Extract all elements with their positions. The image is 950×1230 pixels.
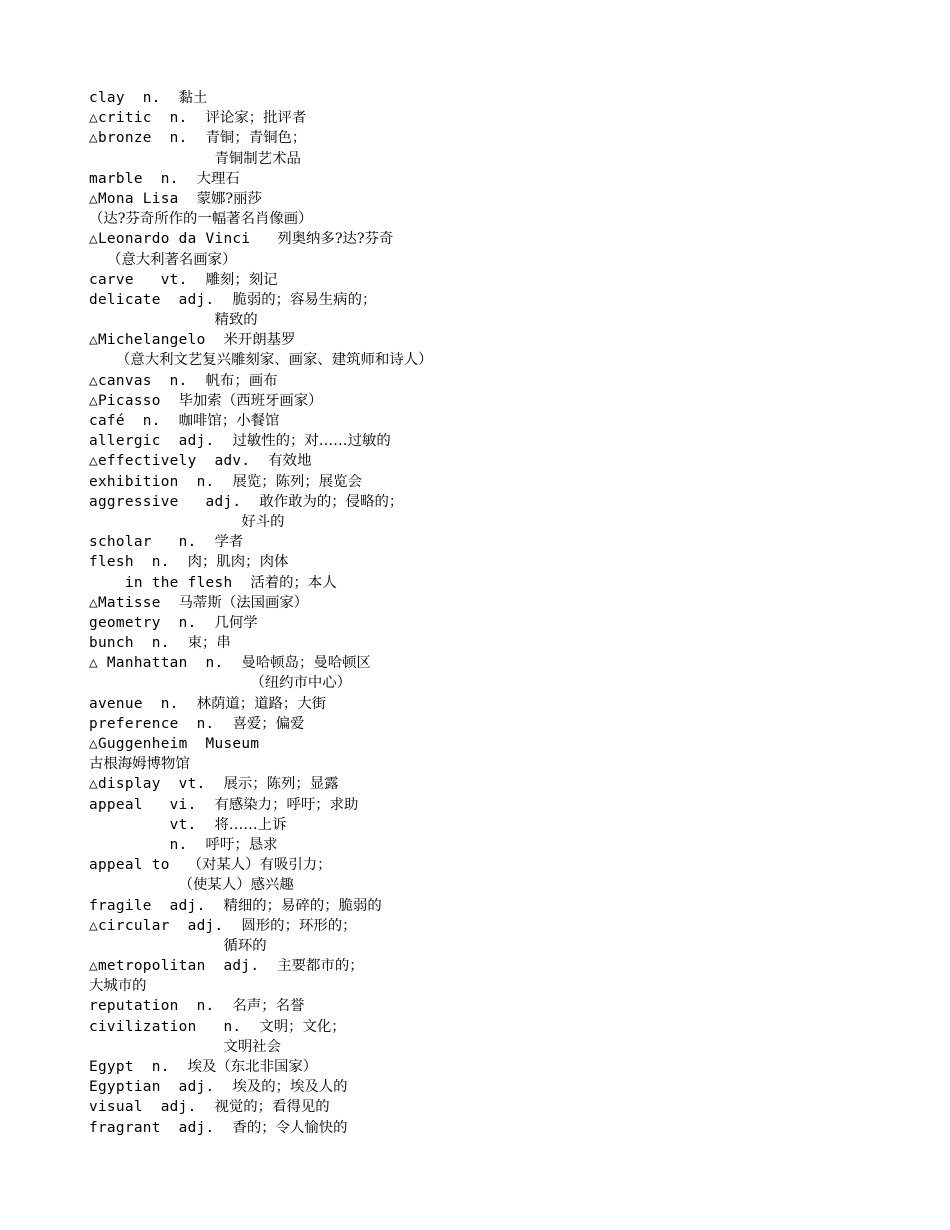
vocab-definition: 雕刻；刻记 <box>205 271 278 288</box>
vocab-definition: 展示；陈列；显露 <box>223 776 339 793</box>
vocab-entry <box>89 229 929 249</box>
vocab-entry <box>89 169 929 189</box>
vocab-entry <box>89 633 929 653</box>
vocab-entry <box>89 290 929 310</box>
vocab-term: △critic n. <box>89 110 206 127</box>
vocab-entry <box>89 875 929 895</box>
vocabulary-list <box>89 88 929 1138</box>
vocab-entry <box>89 1057 929 1077</box>
vocab-definition: 呼吁；恳求 <box>205 836 278 853</box>
vocab-entry <box>89 149 929 169</box>
vocab-term: △ Manhattan n. <box>89 655 242 672</box>
vocab-entry <box>89 613 929 633</box>
vocab-definition: 圆形的；环形的； <box>241 917 357 934</box>
vocab-entry <box>89 350 929 370</box>
vocab-entry <box>89 391 929 411</box>
vocab-definition: 马蒂斯（法国画家） <box>178 594 309 611</box>
vocab-term <box>89 1039 223 1055</box>
vocab-term: clay n. <box>89 90 179 106</box>
vocab-term: appeal to <box>89 857 188 874</box>
vocab-definition: 精致的 <box>214 312 258 329</box>
vocab-term <box>89 352 116 368</box>
vocab-definition: 列奥纳多?达?芬奇 <box>277 231 394 248</box>
vocab-entry <box>89 916 929 936</box>
vocab-definition: 古根海姆博物馆 <box>89 756 190 773</box>
vocab-term: △display vt. <box>89 776 224 793</box>
vocab-definition: 有效地 <box>268 453 312 470</box>
vocab-term: visual adj. <box>89 1099 215 1116</box>
vocab-entry <box>89 653 929 673</box>
vocab-entry <box>89 734 929 754</box>
vocab-term: preference n. <box>89 715 233 732</box>
vocab-definition: （意大利文艺复兴雕刻家、画家、建筑师和诗人） <box>115 352 433 369</box>
vocab-term: n. <box>89 836 206 853</box>
vocab-entry <box>89 896 929 916</box>
vocab-entry <box>89 1037 929 1057</box>
vocab-term: fragile adj. <box>89 897 224 914</box>
vocab-term: vt. <box>89 816 215 833</box>
vocab-definition: 咖啡馆；小餐馆 <box>178 413 280 429</box>
vocab-definition: 喜爱；偏爱 <box>232 715 305 732</box>
vocab-entry <box>89 694 929 714</box>
vocab-entry <box>89 250 929 270</box>
vocab-entry <box>89 270 929 290</box>
vocab-definition: 脆弱的；容易生病的； <box>232 291 377 308</box>
vocab-definition: 敢作敢为的；侵略的； <box>259 493 404 510</box>
vocab-term: carve vt. <box>89 271 206 288</box>
vocab-entry <box>89 209 929 229</box>
vocab-definition: 米开朗基罗 <box>223 332 296 349</box>
vocab-entry <box>89 573 929 593</box>
vocab-definition: 精细的；易碎的；脆弱的 <box>223 897 382 914</box>
vocab-definition: 肉；肌肉；肉体 <box>187 554 289 571</box>
vocab-term: △Michelangelo <box>89 332 224 349</box>
vocab-entry <box>89 1118 929 1138</box>
vocab-entry <box>89 855 929 875</box>
vocab-term: avenue n. <box>89 695 197 712</box>
vocab-term: △Leonardo da Vinci <box>89 231 278 248</box>
vocab-definition: （达?芬奇所作的一幅著名肖像画） <box>89 211 313 228</box>
vocab-entry <box>89 1097 929 1117</box>
vocab-entry <box>89 189 929 209</box>
vocab-term: appeal vi. <box>89 796 215 813</box>
vocab-definition: 评论家；批评者 <box>205 110 307 127</box>
vocab-term: flesh n. <box>89 554 188 571</box>
vocab-definition: 埃及的；埃及人的 <box>232 1079 348 1096</box>
vocab-term: △Matisse <box>89 594 179 611</box>
vocab-entry <box>89 88 929 108</box>
vocab-term: △canvas n. <box>89 372 206 389</box>
vocab-definition: 循环的 <box>223 937 267 954</box>
vocab-entry <box>89 371 929 391</box>
vocab-entry <box>89 431 929 451</box>
vocab-definition: 主要都市的； <box>277 958 364 975</box>
vocab-term: Egypt n. <box>89 1059 188 1075</box>
vocab-term: △bronze n. <box>89 130 206 147</box>
vocab-term: exhibition n. <box>89 473 233 490</box>
vocab-entry <box>89 451 929 471</box>
vocab-term: △metropolitan adj. <box>89 958 278 975</box>
vocab-term: allergic adj. <box>89 433 233 450</box>
vocab-term: civilization n. <box>89 1018 260 1035</box>
vocab-entry <box>89 774 929 794</box>
vocab-term <box>89 877 179 893</box>
vocab-definition: （纽约市中心） <box>250 675 352 692</box>
vocab-term <box>89 938 223 954</box>
vocab-term: △Mona Lisa <box>89 190 197 207</box>
vocab-definition: 有感染力；呼吁；求助 <box>214 796 359 813</box>
vocab-definition: （意大利著名画家） <box>106 251 237 268</box>
vocab-entry <box>89 976 929 996</box>
vocab-entry <box>89 1077 929 1097</box>
vocab-definition: 毕加索（西班牙画家） <box>178 392 323 409</box>
vocab-definition: （使某人）感兴趣 <box>178 877 294 894</box>
vocab-entry <box>89 1017 929 1037</box>
vocab-definition: 名声；名誉 <box>232 998 305 1015</box>
vocab-term <box>89 151 215 167</box>
vocab-entry <box>89 532 929 552</box>
vocab-definition: 视觉的；看得见的 <box>214 1099 330 1116</box>
vocab-definition: 青铜；青铜色； <box>205 130 307 147</box>
vocab-definition: （对某人）有吸引力； <box>187 857 332 874</box>
vocab-definition: 好斗的 <box>241 513 285 530</box>
vocab-term: fragrant adj. <box>89 1119 233 1136</box>
vocab-entry <box>89 815 929 835</box>
vocab-definition: 文明；文化； <box>259 1018 346 1035</box>
vocab-definition: 展览；陈列；展览会 <box>232 473 362 490</box>
vocab-entry <box>89 411 929 431</box>
vocab-entry <box>89 795 929 815</box>
vocab-term: geometry n. <box>89 614 215 631</box>
vocab-term: Egyptian adj. <box>89 1079 233 1096</box>
vocab-term: △Guggenheim Museum <box>89 736 260 752</box>
vocab-definition: 蒙娜?丽莎 <box>196 190 262 207</box>
vocab-entry <box>89 754 929 774</box>
vocab-term <box>89 514 241 530</box>
vocab-entry <box>89 310 929 330</box>
vocab-entry <box>89 492 929 512</box>
vocab-term: △circular adj. <box>89 917 242 934</box>
vocab-term <box>89 252 107 268</box>
vocab-entry <box>89 128 929 148</box>
vocab-term: bunch n. <box>89 635 188 652</box>
vocab-term: △effectively adv. <box>89 453 269 470</box>
vocab-term: aggressive adj. <box>89 493 260 510</box>
vocab-term: delicate adj. <box>89 291 233 308</box>
vocab-term: marble n. <box>89 170 197 187</box>
vocab-entry <box>89 472 929 492</box>
vocab-definition: 帆布；画布 <box>205 372 278 389</box>
vocab-definition: 几何学 <box>214 614 258 631</box>
vocab-definition: 学者 <box>214 534 244 551</box>
vocab-definition: 林荫道；道路；大街 <box>196 695 327 712</box>
vocab-definition: 香的；令人愉快的 <box>232 1119 348 1136</box>
vocab-definition: 文明社会 <box>223 1038 282 1055</box>
vocab-term: scholar n. <box>89 534 215 551</box>
vocab-entry <box>89 956 929 976</box>
vocab-entry <box>89 108 929 128</box>
vocab-term <box>89 675 250 691</box>
vocab-entry <box>89 330 929 350</box>
vocab-definition: 埃及（东北非国家） <box>187 1059 318 1075</box>
vocab-entry <box>89 996 929 1016</box>
vocab-definition: 青铜制艺术品 <box>214 150 301 167</box>
vocab-definition: 曼哈顿岛；曼哈顿区 <box>241 655 371 672</box>
vocab-entry <box>89 714 929 734</box>
vocab-term <box>89 312 215 328</box>
vocab-term: △Picasso <box>89 392 179 409</box>
vocab-definition: 大理石 <box>196 170 240 187</box>
vocab-definition: 过敏性的；对……过敏的 <box>232 433 391 450</box>
vocab-entry <box>89 552 929 572</box>
vocab-definition: 将……上诉 <box>214 816 287 833</box>
vocab-term: café n. <box>89 413 179 429</box>
vocab-term: in the flesh <box>89 574 251 591</box>
vocab-definition: 黏土 <box>178 90 208 106</box>
vocab-definition: 活着的；本人 <box>250 574 337 591</box>
vocab-entry <box>89 936 929 956</box>
vocab-definition: 大城市的 <box>89 978 147 995</box>
vocab-entry <box>89 512 929 532</box>
vocab-entry <box>89 673 929 693</box>
vocab-term: reputation n. <box>89 998 233 1015</box>
vocab-entry <box>89 835 929 855</box>
vocab-definition: 束；串 <box>187 635 231 652</box>
vocab-entry <box>89 593 929 613</box>
